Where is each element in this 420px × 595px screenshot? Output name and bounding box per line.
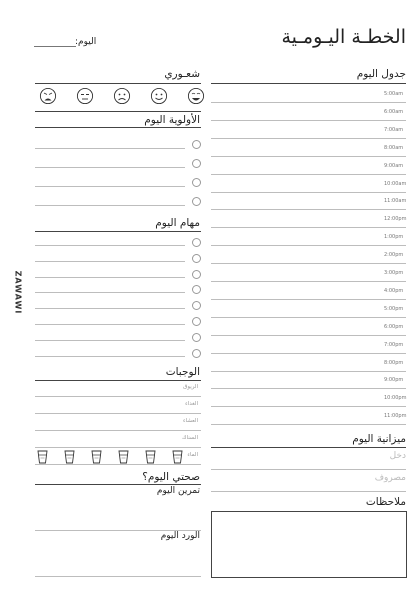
wird-line[interactable]: [35, 576, 201, 577]
priority-checkbox[interactable]: [192, 197, 201, 206]
meal-label: الريوق: [183, 384, 198, 390]
task-line[interactable]: [35, 292, 185, 293]
schedule-time: 3:00pm: [384, 270, 404, 276]
exercise-label: تمرين اليوم: [156, 486, 200, 496]
schedule-time: 6:00am: [384, 108, 404, 115]
schedule-time: 8:00pm: [384, 359, 404, 366]
meal-label: السناك: [182, 435, 198, 441]
schedule-row-line[interactable]: [211, 263, 406, 264]
meal-label: العشاء: [182, 418, 198, 424]
expense-line[interactable]: [211, 491, 406, 492]
task-line[interactable]: [35, 277, 185, 278]
meal-line[interactable]: [35, 464, 201, 465]
schedule-time: 11:00pm: [384, 413, 407, 420]
mood-title: شعـوري: [164, 68, 200, 80]
water-cup-icon[interactable]: [37, 449, 48, 463]
schedule-row-line[interactable]: [211, 299, 406, 300]
schedule-time: 10:00am: [384, 180, 407, 187]
schedule-row-line[interactable]: [211, 371, 406, 372]
meal-line[interactable]: [35, 413, 201, 414]
schedule-row-line[interactable]: [211, 120, 406, 121]
schedule-row-line[interactable]: [211, 138, 406, 139]
schedule-time: 11:00am: [384, 198, 407, 205]
schedule-time: 5:00am: [384, 91, 404, 97]
schedule-time: 2:00pm: [384, 252, 404, 259]
priority-checkbox[interactable]: [192, 178, 201, 187]
income-line[interactable]: [211, 469, 406, 470]
water-cup-icon[interactable]: [172, 449, 183, 463]
date-label: اليوم:: [75, 37, 97, 47]
priority-checkbox[interactable]: [192, 140, 201, 149]
schedule-row-line[interactable]: [211, 424, 406, 425]
task-checkbox[interactable]: [192, 254, 201, 263]
meals-title: الوجبات: [165, 366, 200, 378]
task-checkbox[interactable]: [192, 301, 201, 310]
schedule-time: 12:00pm: [384, 216, 407, 223]
schedule-row-line[interactable]: [211, 353, 406, 354]
meal-label: الغداء: [185, 401, 198, 407]
water-cup-icon[interactable]: [91, 449, 102, 463]
health-title: صحتي اليوم؟: [142, 471, 200, 483]
mood-divider: [35, 83, 201, 84]
task-line[interactable]: [35, 324, 185, 325]
priorities-divider: [35, 127, 201, 128]
smiling-face-icon[interactable]: [150, 87, 168, 105]
tasks-divider: [35, 231, 201, 232]
priority-checkbox[interactable]: [192, 159, 201, 168]
priority-line[interactable]: [35, 186, 185, 187]
schedule-time: 1:00pm: [384, 234, 404, 241]
task-checkbox[interactable]: [192, 285, 201, 294]
schedule-time: 5:00pm: [384, 305, 404, 312]
page-title: الخطـة اليـومـية: [281, 26, 406, 48]
wird-label: الورد اليوم: [160, 531, 200, 541]
tasks-title: مهام اليوم: [155, 217, 200, 229]
schedule-time: 9:00pm: [384, 377, 404, 384]
schedule-row-line[interactable]: [211, 245, 406, 246]
schedule-row-line[interactable]: [211, 209, 406, 210]
schedule-row-line[interactable]: [211, 317, 406, 318]
task-checkbox[interactable]: [192, 238, 201, 247]
schedule-time: 9:00am: [384, 162, 404, 169]
crying-face-icon[interactable]: [39, 87, 57, 105]
water-cup-icon[interactable]: [118, 449, 129, 463]
schedule-time: 10:00pm: [384, 395, 407, 402]
water-cup-icon[interactable]: [145, 449, 156, 463]
task-line[interactable]: [35, 356, 185, 357]
meal-line[interactable]: [35, 447, 201, 448]
schedule-time: 8:00am: [384, 144, 404, 151]
health-divider: [35, 484, 201, 485]
brand-logo: ZAWAWI: [13, 270, 23, 315]
schedule-row-line[interactable]: [211, 156, 406, 157]
meals-divider: [35, 380, 201, 381]
sad-face-icon[interactable]: [113, 87, 131, 105]
task-line[interactable]: [35, 261, 185, 262]
meal-line[interactable]: [35, 430, 201, 431]
water-cup-icon[interactable]: [64, 449, 75, 463]
meal-line[interactable]: [35, 396, 201, 397]
task-checkbox[interactable]: [192, 270, 201, 279]
task-line[interactable]: [35, 340, 185, 341]
priority-line[interactable]: [35, 205, 185, 206]
meal-label: الماء: [187, 452, 198, 458]
schedule-row-line[interactable]: [211, 102, 406, 103]
notes-box[interactable]: [211, 511, 407, 578]
schedule-time: 6:00pm: [384, 323, 404, 330]
date-line[interactable]: [34, 46, 76, 47]
priority-line[interactable]: [35, 148, 185, 149]
schedule-row-line[interactable]: [211, 174, 406, 175]
budget-title: ميزانية اليوم: [352, 433, 406, 445]
schedule-row-line[interactable]: [211, 281, 406, 282]
expense-label: مصروف: [374, 473, 406, 483]
notes-title: ملاحظات: [365, 496, 406, 508]
neutral-face-icon[interactable]: [76, 87, 94, 105]
task-line[interactable]: [35, 245, 185, 246]
schedule-row-line[interactable]: [211, 227, 406, 228]
income-label: دخل: [389, 451, 406, 461]
priority-line[interactable]: [35, 167, 185, 168]
schedule-time: 4:00pm: [384, 287, 404, 294]
schedule-time: 7:00pm: [384, 341, 404, 348]
schedule-row-line[interactable]: [211, 335, 406, 336]
schedule-title: جدول اليوم: [356, 68, 406, 80]
schedule-time: 7:00am: [384, 126, 404, 133]
task-checkbox[interactable]: [192, 333, 201, 342]
budget-divider: [211, 447, 406, 448]
task-checkbox[interactable]: [192, 349, 201, 358]
laughing-face-icon[interactable]: [187, 87, 205, 105]
priorities-title: الأولوية اليوم: [144, 114, 200, 126]
task-line[interactable]: [35, 308, 185, 309]
task-checkbox[interactable]: [192, 317, 201, 326]
schedule-divider: [211, 83, 406, 84]
schedule-row-line[interactable]: [211, 388, 406, 389]
schedule-row-line[interactable]: [211, 192, 406, 193]
mood-bottom-divider: [35, 111, 201, 112]
schedule-row-line[interactable]: [211, 406, 406, 407]
